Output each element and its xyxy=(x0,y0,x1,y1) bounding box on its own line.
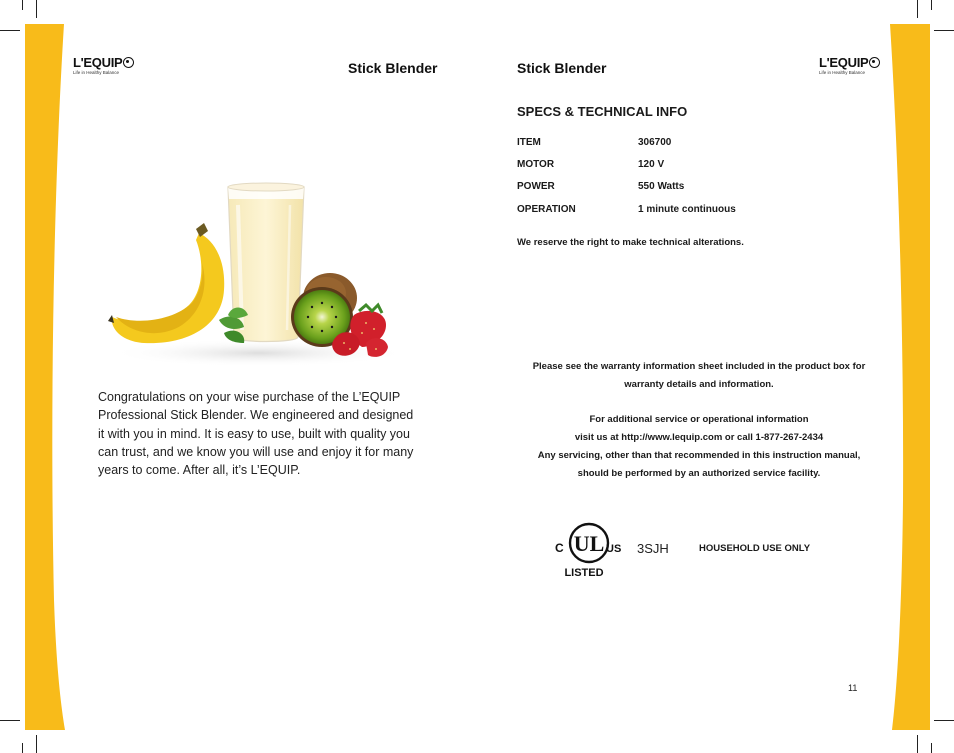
right-yellow-band xyxy=(884,0,954,753)
spec-label-item: ITEM xyxy=(517,137,541,148)
spec-value-motor: 120 V xyxy=(638,159,665,170)
service-text: For additional service or operational information visit us at http://www.lequip.com or call 1-877-267-2434 Any servicing, other than that recommended in this instruction manual, should be performed by an authorized service facility. xyxy=(537,414,861,479)
spec-value-item: 306700 xyxy=(638,137,672,148)
intro-paragraph: Congratulations on your wise purchase of the L’EQUIP Professional Stick Blender. We engineered and designed it with you in mind. It is easy to use, built with quality you can trust, and we know you will use and enjoy it for many years to come. After all, it’s L’EQUIP. xyxy=(98,390,414,478)
ul-mark-center: UL xyxy=(573,531,605,556)
ul-listed-mark-icon xyxy=(553,518,625,580)
ul-mark-right: US xyxy=(606,543,622,555)
ul-mark-bottom: LISTED xyxy=(564,567,604,579)
spec-label-operation: OPERATION xyxy=(517,204,576,215)
right-header-title: Stick Blender xyxy=(517,60,607,76)
left-yellow-band xyxy=(0,0,70,753)
left-header-title: Stick Blender xyxy=(348,60,438,76)
lequip-logo-left: L'EQUIP Life in Healthy Balance xyxy=(73,56,134,75)
ul-mark-left: C xyxy=(555,541,564,555)
specs-title: SPECS & TECHNICAL INFO xyxy=(517,104,688,119)
lequip-logo-right: L'EQUIP Life in Healthy Balance xyxy=(819,56,880,75)
certification-code: 3SJH xyxy=(637,541,669,556)
logo-mark-icon xyxy=(123,57,134,68)
household-use-label: HOUSEHOLD USE ONLY xyxy=(699,543,811,554)
smoothie-with-fruit-image xyxy=(104,165,414,370)
spec-value-power: 550 Watts xyxy=(638,181,685,192)
warranty-text: Please see the warranty information sheet included in the product box for warranty details and information. xyxy=(532,361,866,390)
logo-mark-icon xyxy=(869,57,880,68)
spec-label-power: POWER xyxy=(517,181,555,192)
spec-value-operation: 1 minute continuous xyxy=(638,204,736,215)
spec-label-motor: MOTOR xyxy=(517,159,555,170)
technical-alterations-note: We reserve the right to make technical alterations. xyxy=(517,237,744,248)
page-number: 11 xyxy=(848,683,858,693)
